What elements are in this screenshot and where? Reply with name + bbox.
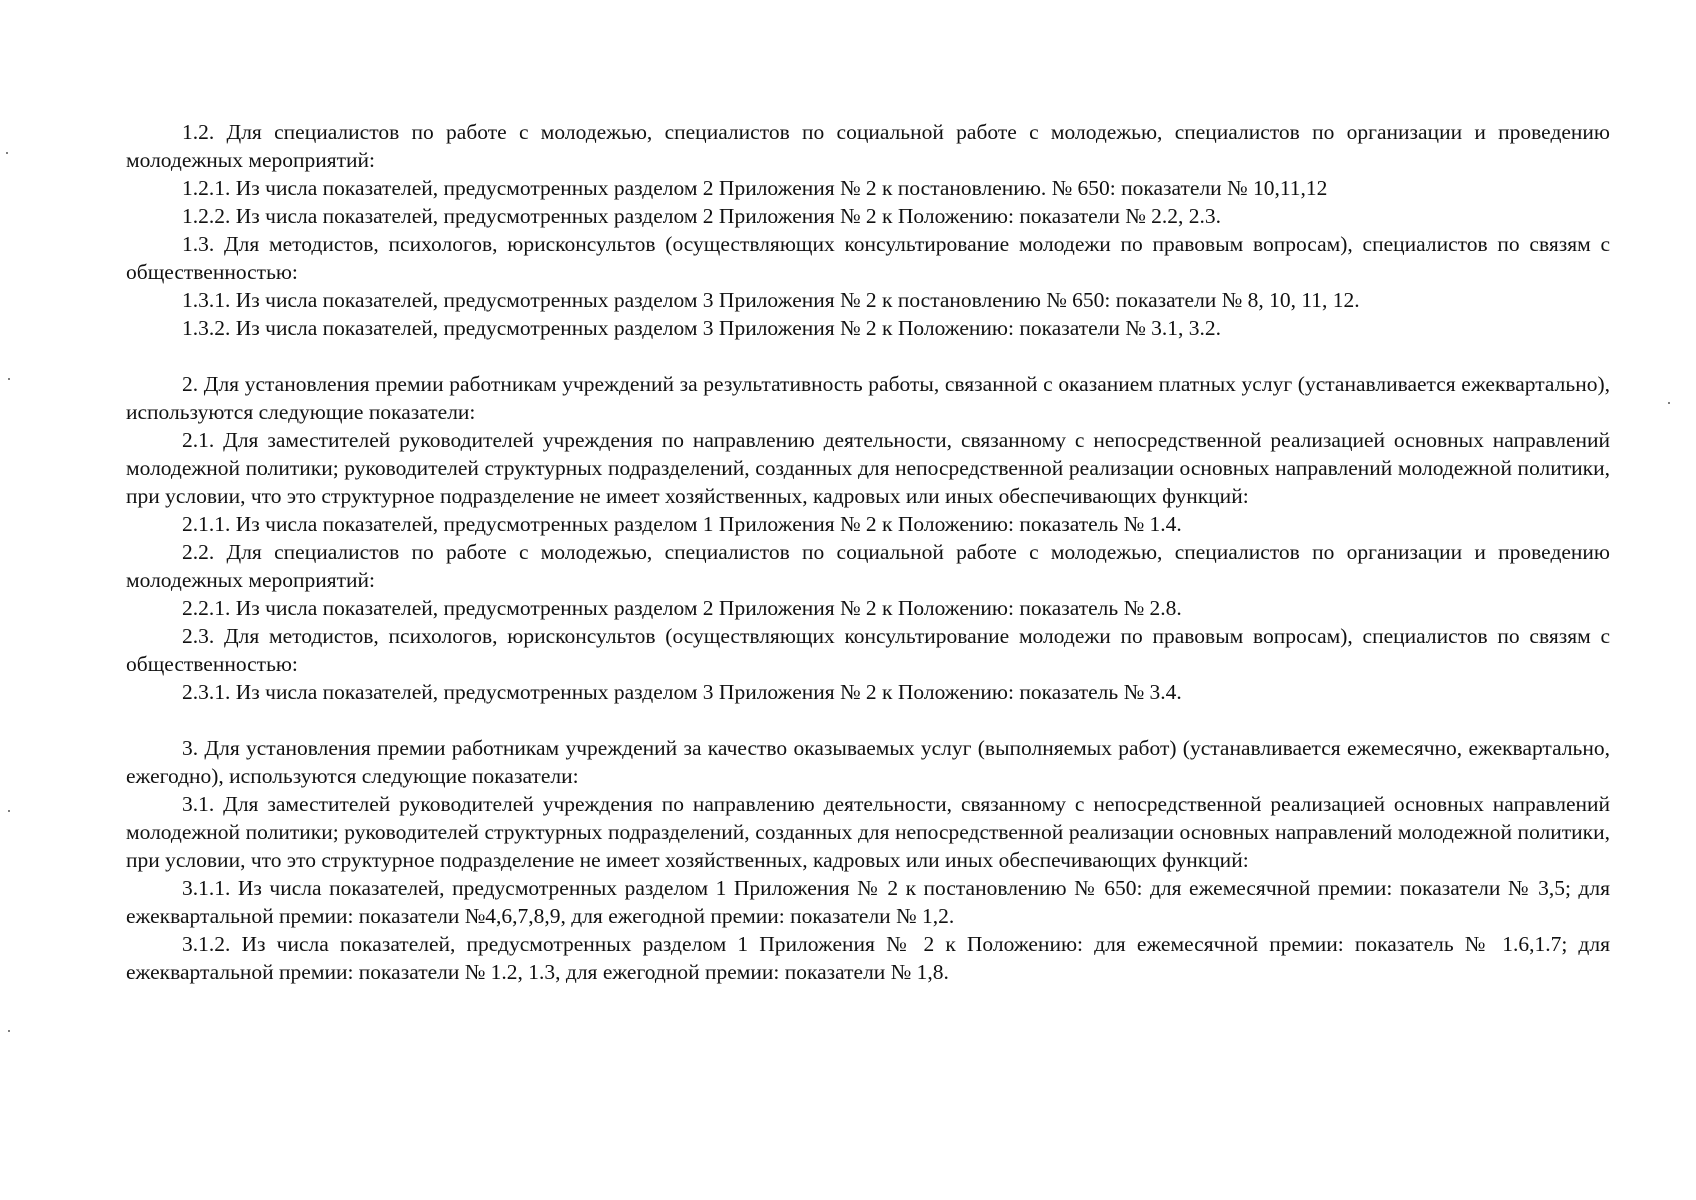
section-gap [126,706,1610,734]
paragraph-1-2: 1.2. Для специалистов по работе с молодежью, специалистов по социальной работе с молодежью, специалистов по организации и проведению молодежных мероприятий: [126,120,1610,172]
paragraph-2-3-1: 2.3.1. Из числа показателей, предусмотренных разделом 3 Приложения № 2 к Положению: показатель № 3.4. [182,680,1182,704]
paragraph-1-3-2: 1.3.2. Из числа показателей, предусмотренных разделом 3 Приложения № 2 к Положению: показатели № 3.1, 3.2. [182,316,1222,340]
section-gap [126,342,1610,370]
scan-speck [8,378,10,380]
paragraph-2-3: 2.3. Для методистов, психологов, юрисконсультов (осуществляющих консультирование молодежи по правовым вопросам), специалистов по связям с общественностью: [126,624,1610,676]
paragraph-1-3-1: 1.3.1. Из числа показателей, предусмотренных разделом 3 Приложения № 2 к постановлению № 650: показатели № 8, 10, 11, 12. [182,288,1360,312]
scan-speck [8,810,10,812]
paragraph-1-3: 1.3. Для методистов, психологов, юрисконсультов (осуществляющих консультирование молодежи по правовым вопросам), специалистов по связям с общественностью: [126,232,1610,284]
paragraph-3-1-2: 3.1.2. Из числа показателей, предусмотренных разделом 1 Приложения № 2 к Положению: для ежемесячной премии: показатель № 1.6,1.7; для ежеквартальной премии: показатели № 1.2, 1.3, для ежегодной премии: показатели № 1,8. [126,932,1610,984]
paragraph-1-2-1: 1.2.1. Из числа показателей, предусмотренных разделом 2 Приложения № 2 к постановлению. № 650: показатели № 10,11,12 [182,176,1328,200]
paragraph-2-1-1: 2.1.1. Из числа показателей, предусмотренных разделом 1 Приложения № 2 к Положению: показатель № 1.4. [182,512,1182,536]
paragraph-2-2: 2.2. Для специалистов по работе с молодежью, специалистов по социальной работе с молодежью, специалистов по организации и проведению молодежных мероприятий: [126,540,1610,592]
paragraph-2: 2. Для установления премии работникам учреждений за результативность работы, связанной с оказанием платных услуг (устанавливается ежеквартально), используются следующие показатели: [126,372,1610,424]
scan-speck [1668,402,1670,404]
paragraph-1-2-2: 1.2.2. Из числа показателей, предусмотренных разделом 2 Приложения № 2 к Положению: показатели № 2.2, 2.3. [182,204,1222,228]
paragraph-3-1: 3.1. Для заместителей руководителей учреждения по направлению деятельности, связанному с непосредственной реализацией основных направлений молодежной политики; руководителей структурных подразделений, созданных для непосредственной реализации основных направлений молодежной политики, при условии, что это структурное подразделение не имеет хозяйственных, кадровых или иных обеспечивающих функций: [126,792,1610,872]
paragraph-3: 3. Для установления премии работникам учреждений за качество оказываемых услуг (выполняемых работ) (устанавливается ежемесячно, ежеквартально, ежегодно), используются следующие показатели: [126,736,1610,788]
scan-speck [8,1030,10,1032]
document-body [126,118,1610,986]
scan-speck [6,152,8,154]
paragraph-2-1: 2.1. Для заместителей руководителей учреждения по направлению деятельности, связанному с непосредственной реализацией основных направлений молодежной политики; руководителей структурных подразделений, созданных для непосредственной реализации основных направлений молодежной политики, при условии, что это структурное подразделение не имеет хозяйственных, кадровых или иных обеспечивающих функций: [126,428,1610,508]
paragraph-3-1-1: 3.1.1. Из числа показателей, предусмотренных разделом 1 Приложения № 2 к постановлению № 650: для ежемесячной премии: показатели № 3,5; для ежеквартальной премии: показатели №4,6,7,8,9, для ежегодной премии: показатели № 1,2. [126,876,1610,928]
paragraph-2-2-1: 2.2.1. Из числа показателей, предусмотренных разделом 2 Приложения № 2 к Положению: показатель № 2.8. [182,596,1182,620]
